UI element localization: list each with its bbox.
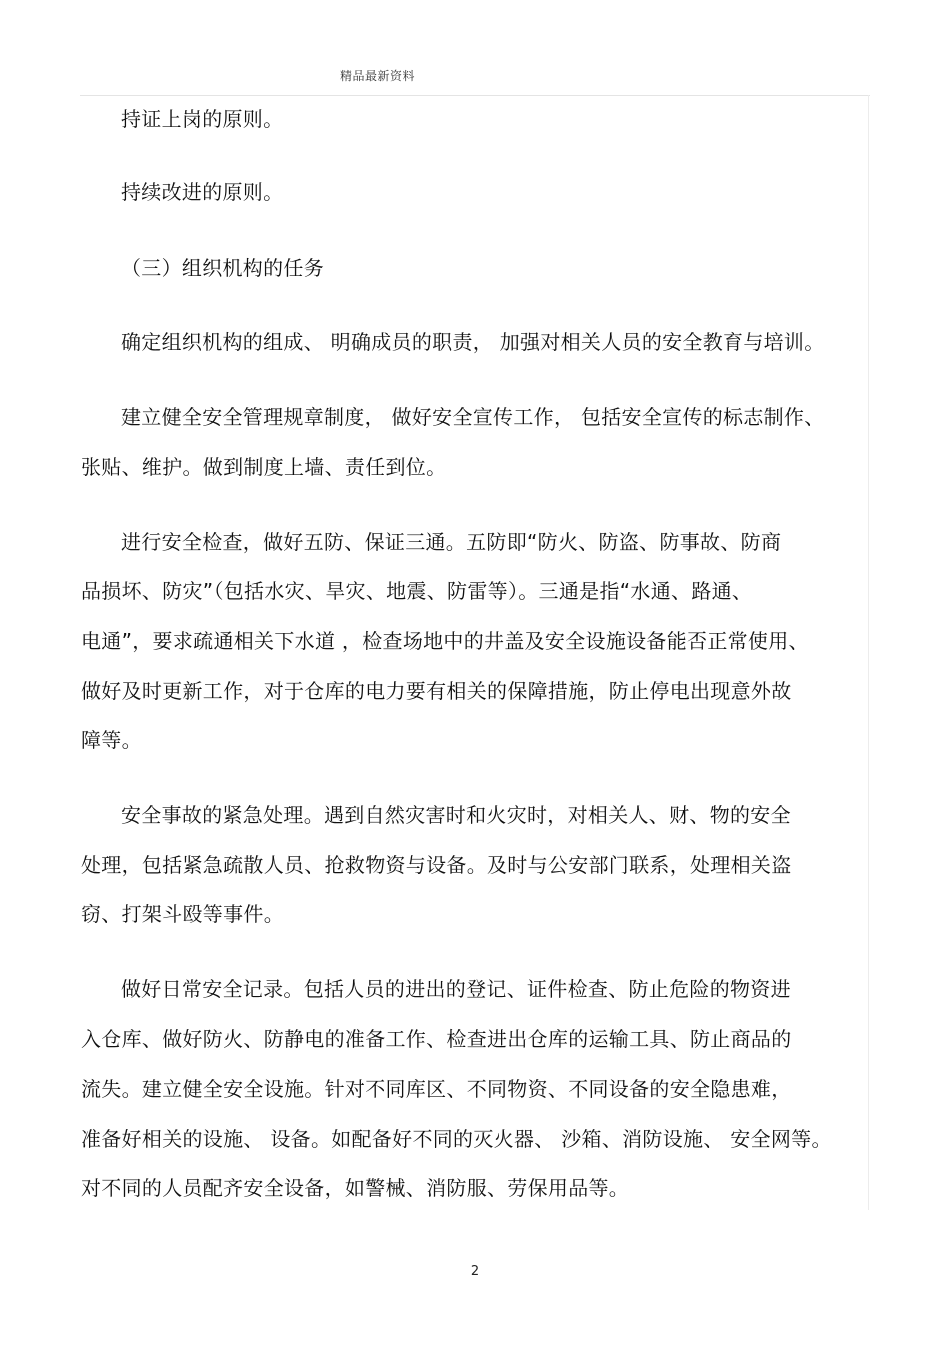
paragraph-line: 安全事故的紧急处理。遇到自然灾害时和火灾时，对相关人、财、物的安全 [121, 803, 791, 827]
paragraph-line: 窃、打架斗殴等事件。 [81, 902, 284, 926]
right-margin-rule [868, 95, 869, 1210]
page-header: 精品最新资料 [340, 69, 416, 83]
paragraph-line: 做好日常安全记录。包括人员的进出的登记、证件检查、防止危险的物资进 [121, 977, 791, 1001]
paragraph-line: 持证上岗的原则。 [121, 107, 284, 131]
paragraph-line: 对不同的人员配齐安全设备，如警械、消防服、劳保用品等。 [81, 1176, 630, 1200]
paragraph-line: 流失。建立健全安全设施。针对不同库区、不同物资、不同设备的安全隐患难， [81, 1077, 792, 1101]
paragraph-line: 张贴、维护。做到制度上墙、责任到位。 [81, 455, 447, 479]
paragraph-line: 确定组织机构的组成、 明确成员的职责， 加强对相关人员的安全教育与培训。 [121, 330, 825, 354]
paragraph-line: 准备好相关的设施、 设备。如配备好不同的灭火器、 沙箱、消防设施、 安全网等。 [81, 1127, 832, 1151]
paragraph-line: 持续改进的原则。 [121, 180, 284, 204]
paragraph-line: 进行安全检查，做好五防、保证三通。五防即“防火、防盗、防事故、防商 [121, 530, 782, 554]
paragraph-line: 入仓库、做好防火、防静电的准备工作、检查进出仓库的运输工具、防止商品的 [81, 1027, 792, 1051]
header-divider [80, 95, 870, 96]
paragraph-line: 做好及时更新工作，对于仓库的电力要有相关的保障措施，防止停电出现意外故 [81, 679, 792, 703]
paragraph-line: 品损坏、防灾”（包括水灾、旱灾、地震、防雷等）。三通是指“水通、路通、 [81, 579, 753, 603]
section-heading: （三）组织机构的任务 [121, 256, 324, 280]
paragraph-line: 障等。 [81, 728, 142, 752]
paragraph-line: 建立健全安全管理规章制度， 做好安全宣传工作， 包括安全宣传的标志制作、 [121, 405, 825, 429]
paragraph-line: 处理，包括紧急疏散人员、抢救物资与设备。及时与公安部门联系，处理相关盗 [81, 853, 792, 877]
paragraph-line: 电通”，要求疏通相关下水道 ，检查场地中的井盖及安全设施设备能否正常使用、 [81, 629, 809, 653]
page-number: 2 [470, 1264, 480, 1279]
